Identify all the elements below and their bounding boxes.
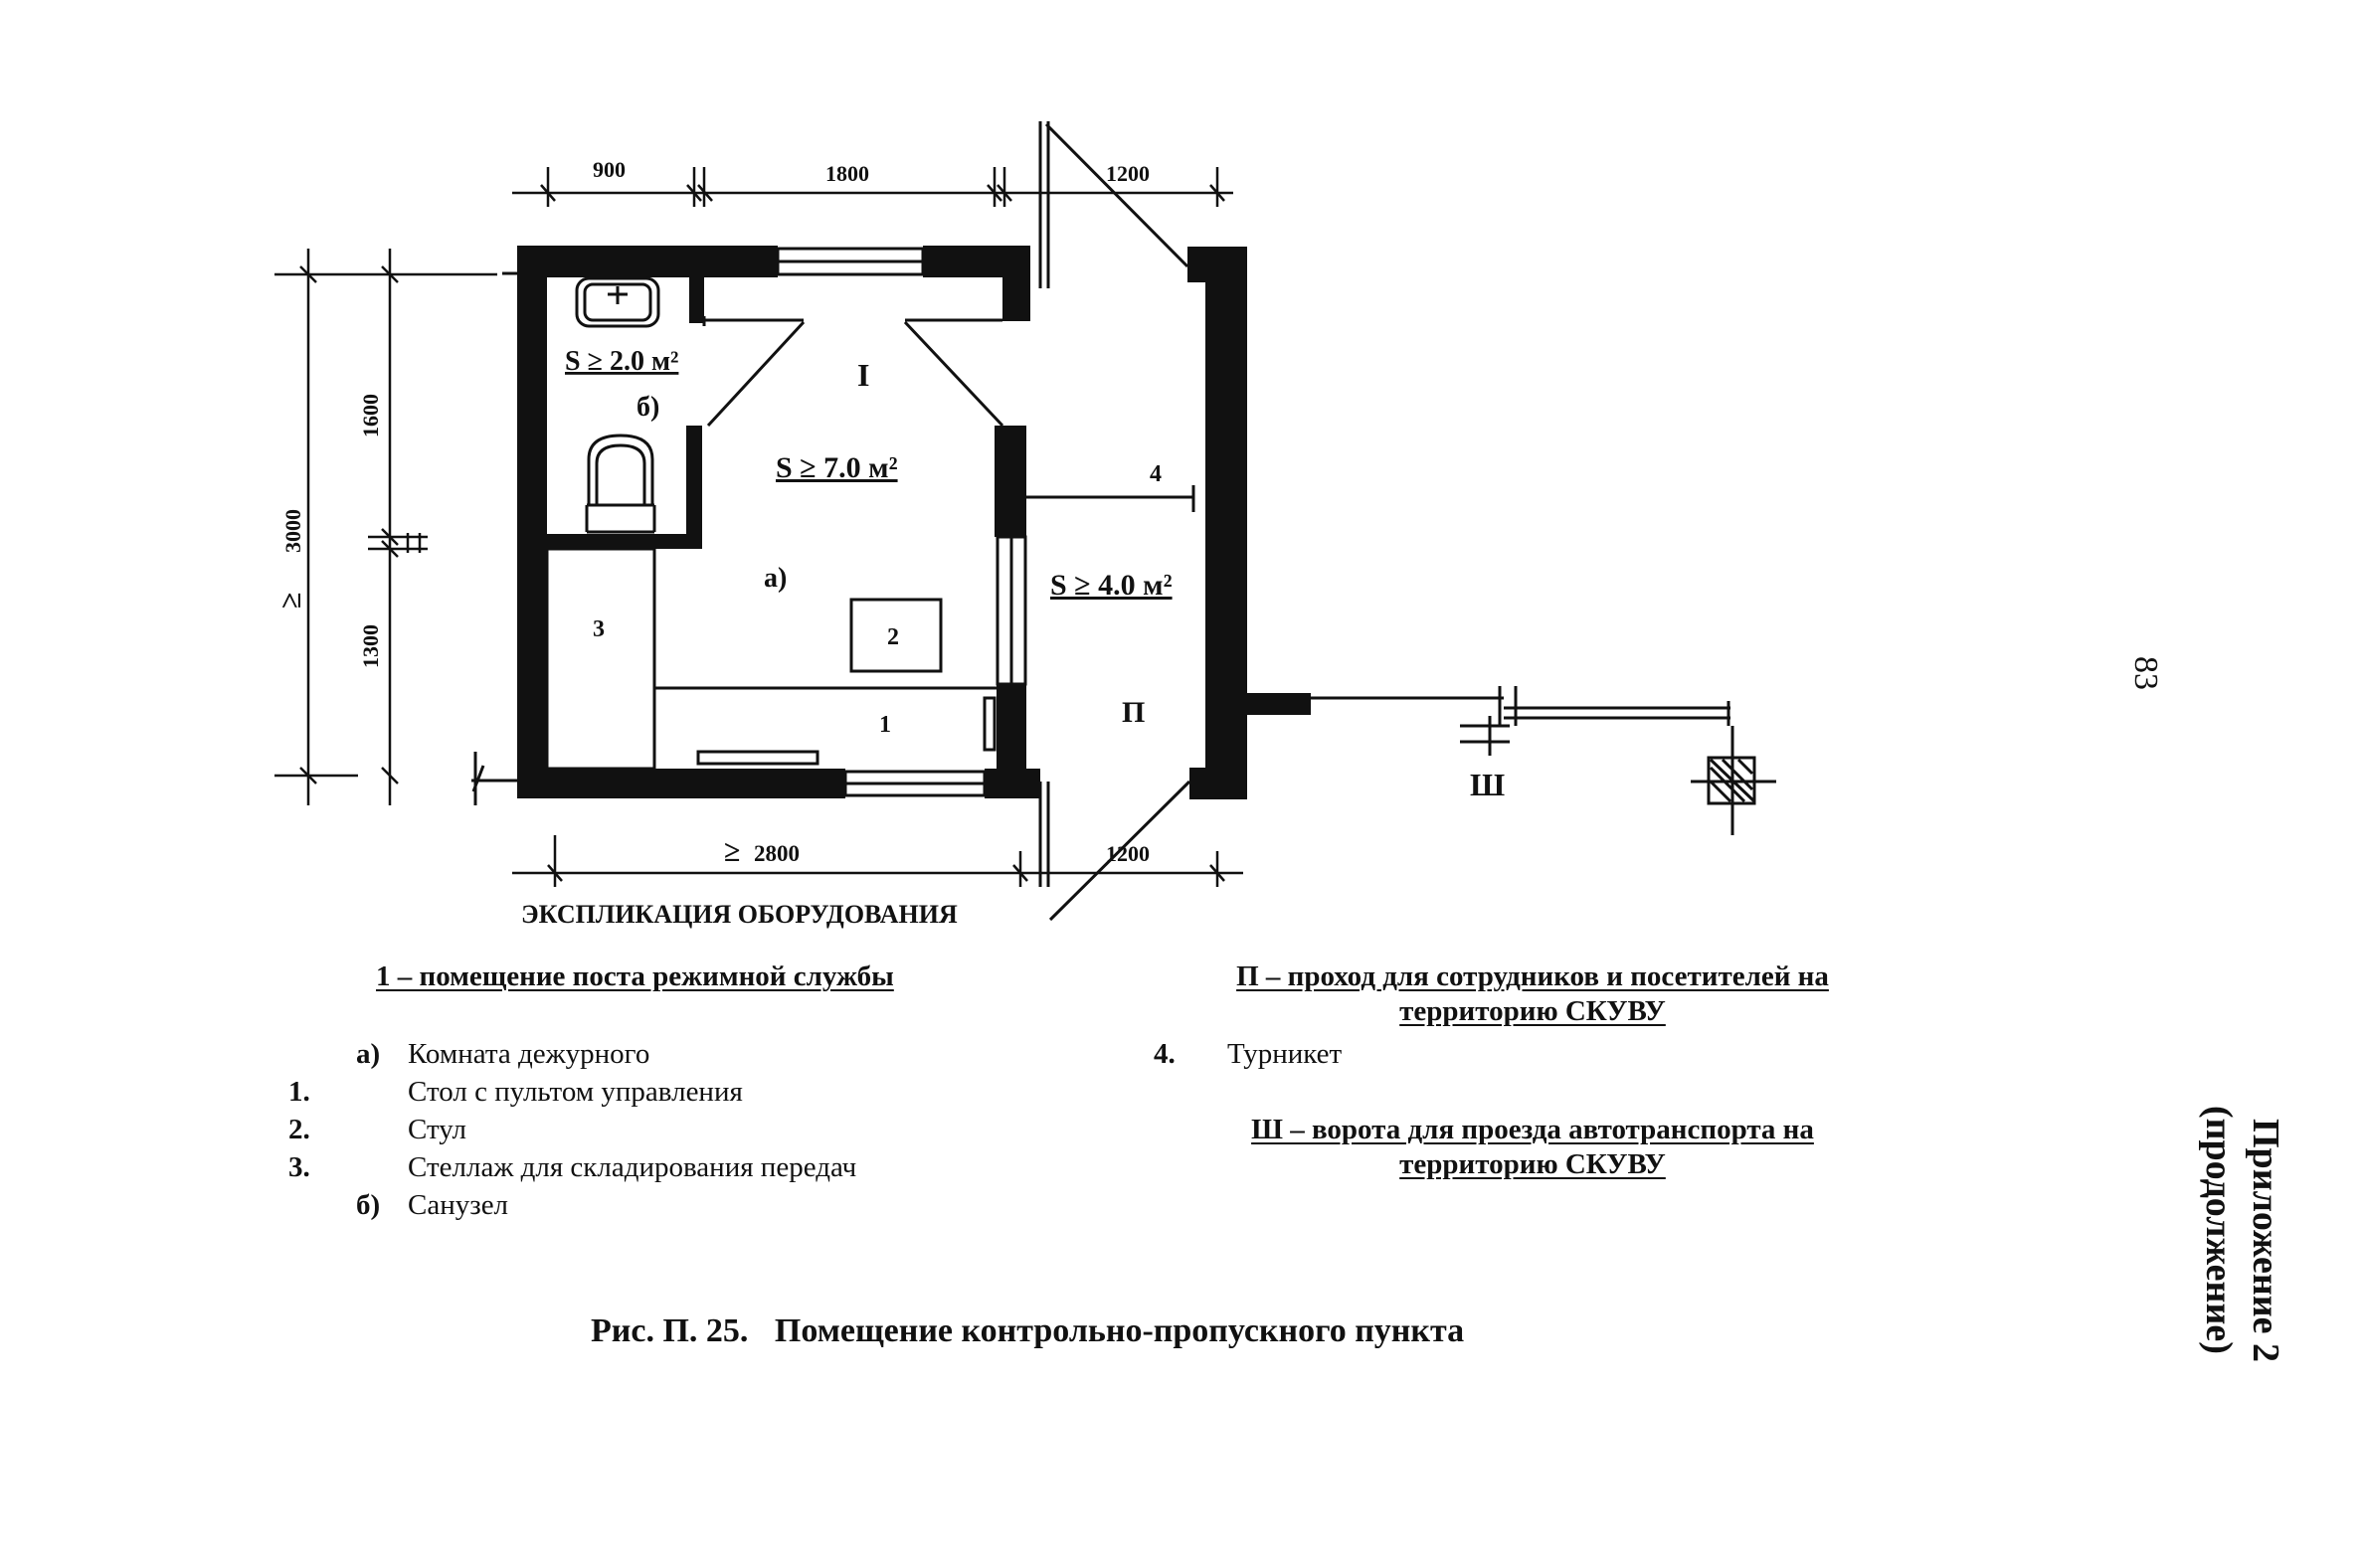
room-I-area: S ≥ 7.0 м² — [776, 451, 898, 484]
dim-left-total: 3000 — [280, 509, 305, 553]
dim-bottom-width: 2800 — [754, 841, 800, 866]
wall-outer-right — [1205, 247, 1247, 799]
list-text: Стул — [408, 1114, 466, 1145]
passage-area: S ≥ 4.0 м² — [1050, 569, 1173, 602]
list-item — [288, 1111, 856, 1148]
dim-left-ge: ≥ — [274, 592, 307, 609]
desk-bar — [698, 752, 818, 764]
legend-right-items — [1154, 1035, 1342, 1073]
appendix-label: Приложение 2 — [2245, 1119, 2286, 1363]
turnstile-number: 4 — [1150, 461, 1162, 487]
legend-right-header-1: П – проход для сотрудников и посетителей на — [1236, 960, 1829, 992]
dim-left-upper: 1600 — [358, 394, 383, 437]
duty-room-label: а) — [764, 563, 788, 594]
list-text: Турникет — [1227, 1038, 1343, 1070]
door-swing-top — [1046, 124, 1187, 266]
dim-bottom-ge: ≥ — [724, 835, 741, 868]
list-item — [288, 1148, 856, 1186]
wall-gate-post — [1247, 693, 1311, 715]
list-marker: 4. — [1154, 1038, 1176, 1070]
appendix-continued: (продолжение) — [2198, 1106, 2240, 1354]
list-text: Стол с пультом управления — [408, 1076, 743, 1108]
walls — [517, 246, 1311, 799]
list-item — [288, 1035, 856, 1073]
dim-left-lower: 1300 — [358, 624, 383, 668]
caption-number: Рис. П. 25. — [591, 1312, 749, 1349]
legend-right-header-2b: территорию СКУВУ — [1399, 1148, 1666, 1180]
legend-left — [376, 960, 894, 993]
wall-wc-stub-top — [689, 277, 704, 323]
windows — [778, 249, 1025, 795]
legend-left-items — [288, 1035, 856, 1224]
dim-top-mid: 1800 — [825, 161, 869, 186]
legend-right-block-1 — [1160, 960, 1906, 1028]
wall-partition-mid — [995, 426, 1026, 537]
list-item — [288, 1073, 856, 1111]
wall-top-left — [517, 246, 778, 277]
wall-partition-low — [997, 684, 1026, 798]
list-marker: а) — [356, 1038, 381, 1070]
dim-top-right: 1200 — [1106, 161, 1150, 186]
list-item — [288, 1186, 856, 1224]
list-item — [1154, 1035, 1342, 1073]
interior — [471, 121, 1776, 920]
legend-right-block-2 — [1160, 1114, 1906, 1181]
legend-right-header-1b: территорию СКУВУ — [1399, 995, 1666, 1027]
chair-number: 2 — [887, 624, 899, 650]
door-swing-room — [905, 322, 1002, 426]
dim-top-left: 900 — [593, 157, 626, 182]
sanuzel-label: б) — [636, 392, 660, 423]
legend-left-header: 1 – помещение поста режимной службы — [376, 960, 894, 992]
dim-bottom-right: 1200 — [1106, 841, 1150, 866]
room-I-label: I — [857, 357, 870, 393]
gate-label: Ш — [1470, 767, 1506, 802]
list-marker: 1. — [288, 1076, 310, 1108]
wall-outer-right-lower — [1189, 768, 1225, 799]
shelf-number: 3 — [593, 616, 605, 642]
list-marker: 3. — [288, 1151, 310, 1183]
sanuzel-area: S ≥ 2.0 м² — [565, 346, 679, 377]
legend-title: ЭКСПЛИКАЦИЯ ОБОРУДОВАНИЯ — [521, 900, 958, 929]
page-number: 83 — [2127, 656, 2164, 690]
wall-wc-corner-v — [686, 426, 702, 549]
wall-bottom-left — [517, 769, 845, 798]
passage-label: П — [1122, 696, 1146, 729]
figure-caption — [591, 1312, 1464, 1350]
list-text: Стеллаж для складирования передач — [408, 1151, 857, 1183]
list-text: Санузел — [408, 1189, 509, 1221]
list-text: Комната дежурного — [408, 1038, 650, 1070]
wall-left — [517, 246, 547, 798]
wall-partition-top-stub — [1002, 246, 1030, 321]
wall-wc-corner-h — [547, 534, 702, 549]
caption-title: Помещение контрольно-пропускного пункта — [774, 1312, 1465, 1349]
door-swing-wc — [708, 322, 804, 426]
legend-right-header-2: Ш – ворота для проезда автотранспорта на — [1251, 1114, 1814, 1145]
list-marker: 2. — [288, 1114, 310, 1145]
shelf-outline — [547, 549, 654, 769]
desk-number: 1 — [879, 712, 891, 738]
list-marker: б) — [356, 1189, 381, 1221]
